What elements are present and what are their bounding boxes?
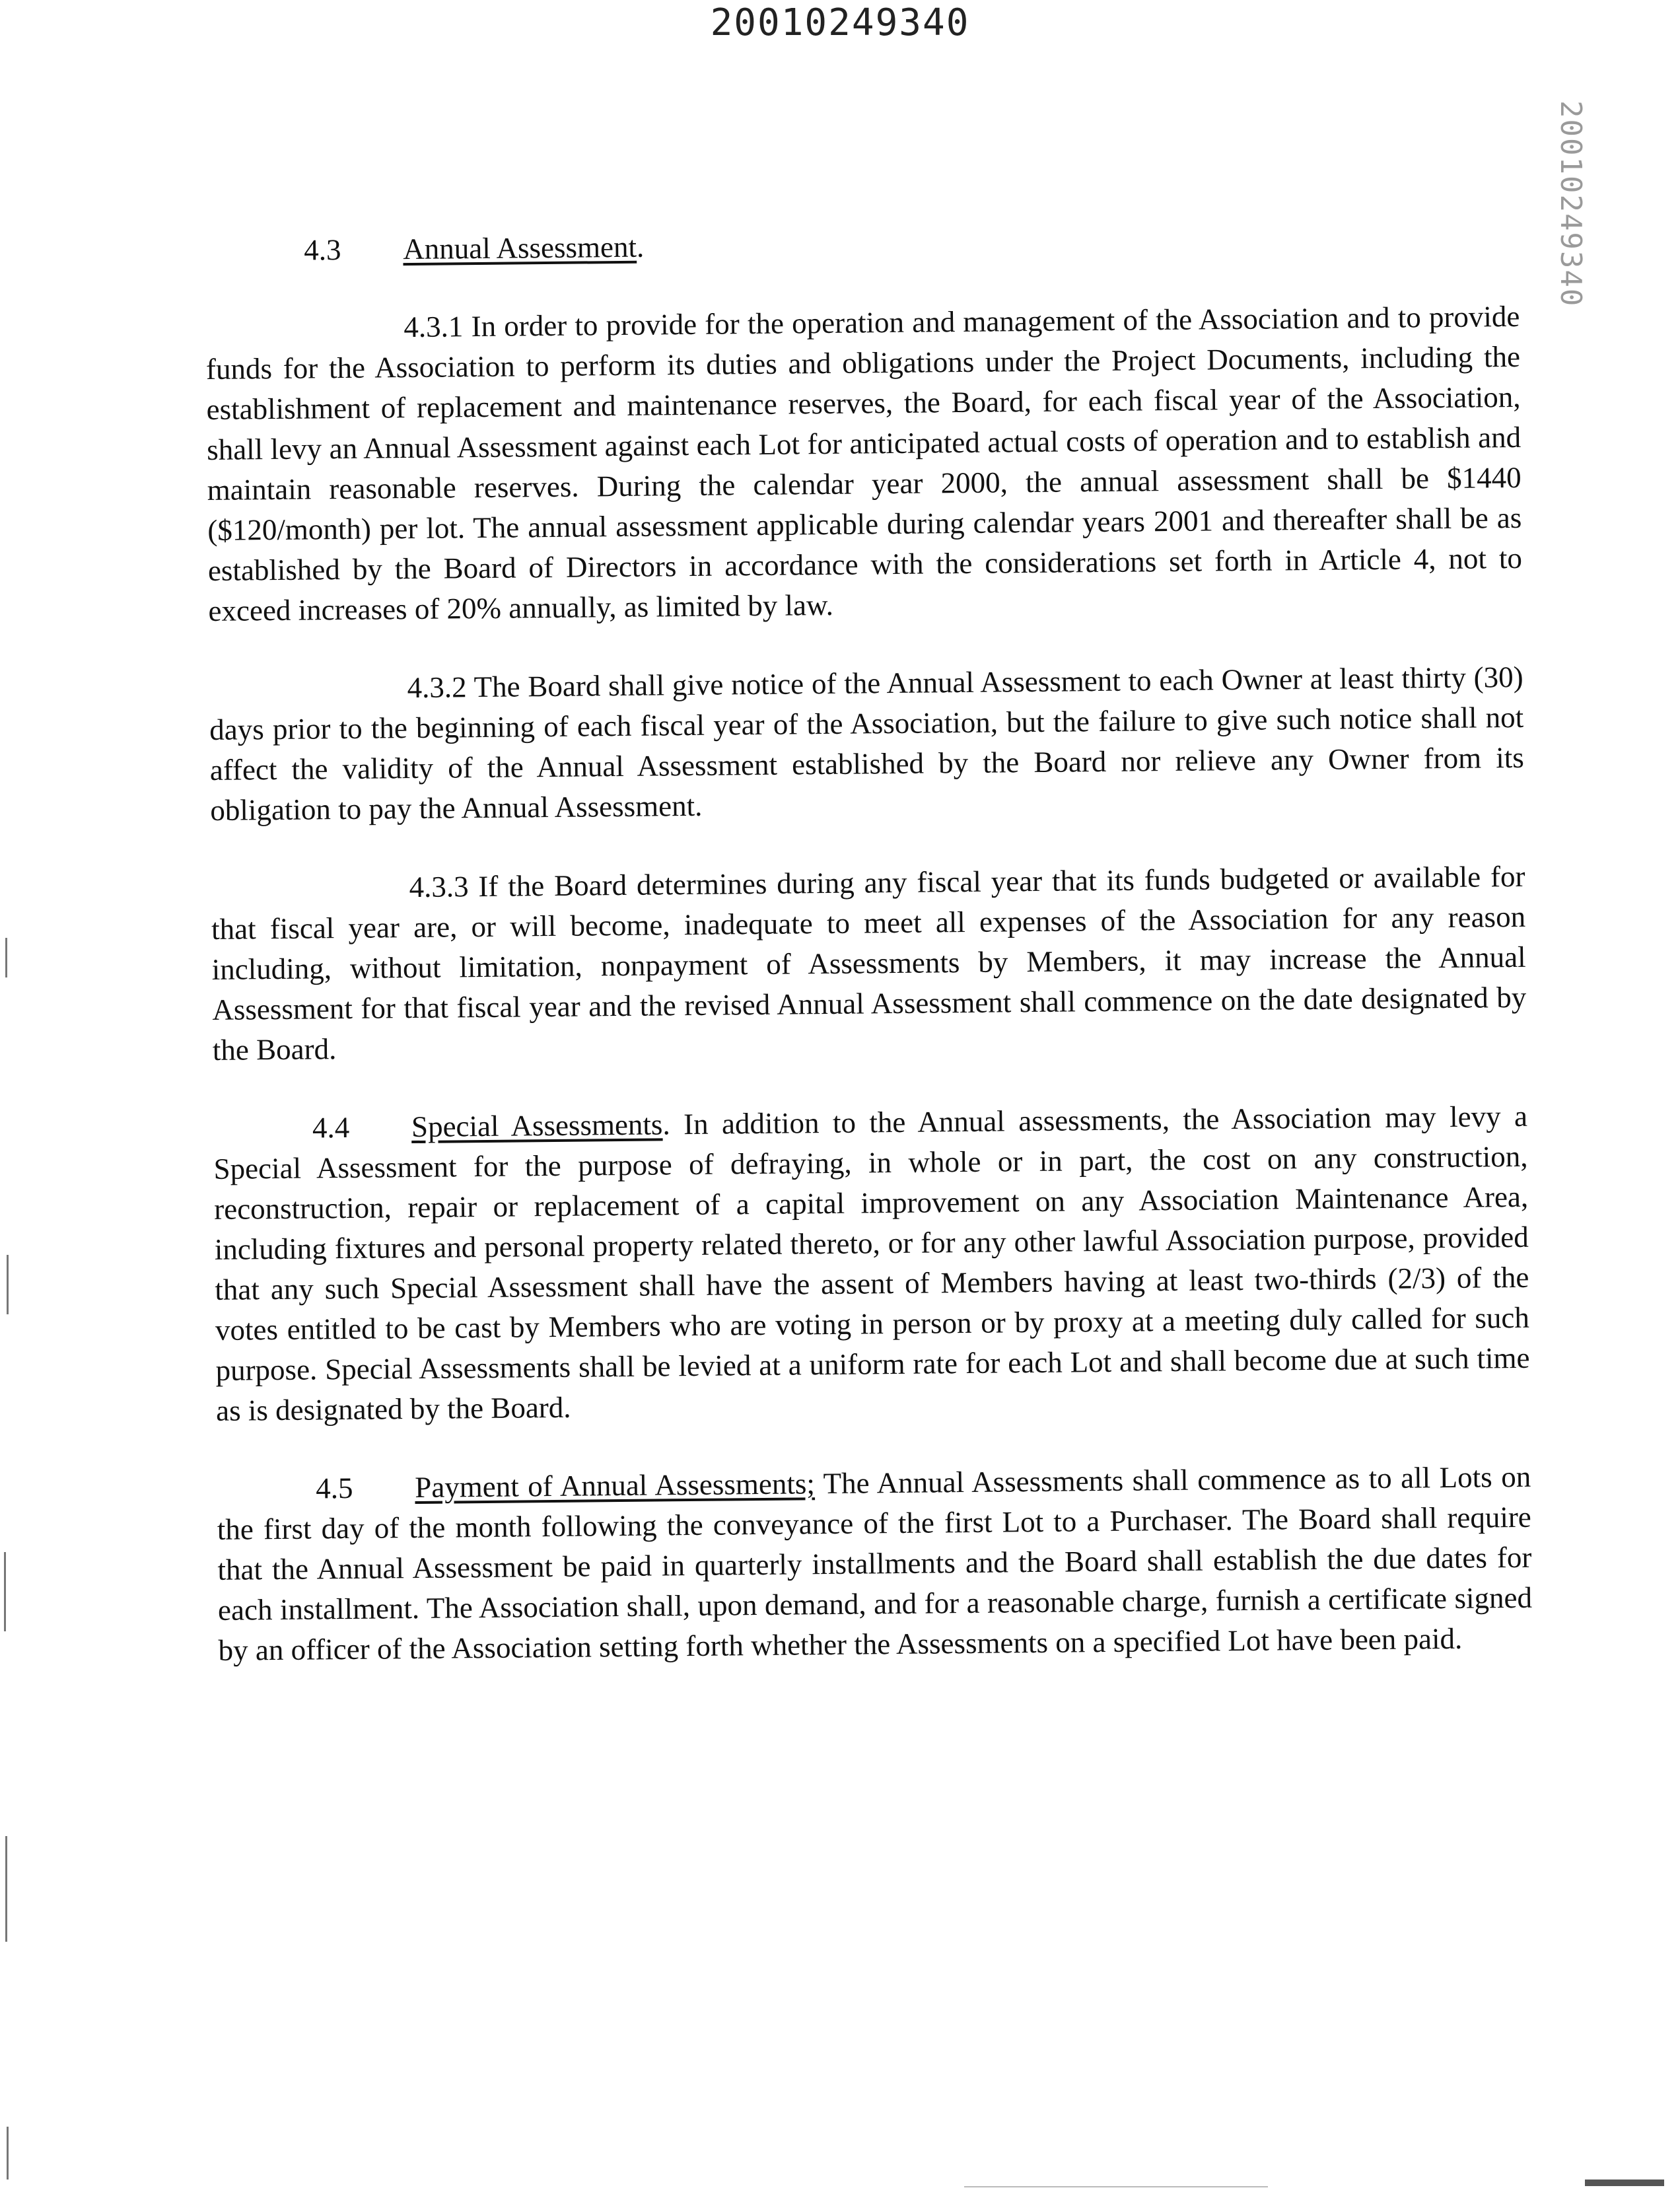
section-title-end: . bbox=[636, 230, 645, 264]
paragraph-4-3-1: 4.3.1 In order to provide for the operation and management of the Association and to provide funds for the Association to perform its duties and obligations under the Project Documents, including the establishment of replacement and maintenance reserves, the Board, for each fiscal year of the Association, shall levy an Annual Assessment against each Lot for anticipated actual costs of operation and to establish and maintain reasonable reserves. During the calendar year 2000, the annual assessment shall be $1440 ($120/month) per lot. The annual assessment applicable during calendar years 2001 and thereafter shall be as established by the Board of Directors in accordance with the considerations set forth in Article 4, not to exceed increases of 20% annually, as limited by law. bbox=[205, 299, 1523, 627]
section-body: The Annual Assessments shall commence as to all Lots on the first day of the month following the conveyance of the first Lot to a Purchaser. The Board shall require that the Annual Assessment be paid in quarterly installments and the Board shall establish the due dates for each installment. The Association shall, upon demand, and for a reasonable charge, furnish a certificate signed by an officer of the Association setting forth whether the Assessments on a specified Lot have been paid. bbox=[217, 1460, 1533, 1667]
section-4-4 bbox=[213, 1096, 1531, 1431]
section-title: Payment of Annual Assessments; bbox=[415, 1467, 816, 1505]
scan-artifact bbox=[7, 1255, 9, 1314]
section-4-5 bbox=[217, 1457, 1533, 1671]
section-4-3-heading bbox=[205, 219, 1519, 271]
scan-artifact bbox=[1585, 2180, 1664, 2186]
scan-artifact bbox=[5, 938, 7, 977]
section-body: . In addition to the Annual assessments, the Association may levy a Special Assessment for the purpose of defraying, in whole or in part, the cost on any construction, reconstruction, repair or replacement of a capital improvement on any Association Maintenance Area, including fixtures and personal property related thereto, or for any other lawful Association purpose, provided that any such Special Assessment shall have the assent of Members having at least two-thirds (2/3) of the votes entitled to be cast by Members who are voting in person or by proxy at a meeting duly called for such purpose. Special Assessments shall be levied at a uniform rate for each Lot and shall become due at such time as is designated by the Board. bbox=[213, 1099, 1530, 1427]
section-title: Special Assessments bbox=[411, 1108, 663, 1144]
section-title: Annual Assessment bbox=[403, 230, 637, 266]
section-number: 4.4 bbox=[312, 1110, 350, 1145]
scan-artifact bbox=[964, 2186, 1268, 2187]
side-stamp-text: 20010249340 bbox=[1554, 100, 1588, 308]
paragraph-4-3-2: 4.3.2 The Board shall give notice of the Annual Assessment to each Owner at least thirty (30) days prior to the beginning of each fiscal year of the Association, but the failure to give such notice shall not affect the validity of the Annual Assessment established by the Board nor relieve any Owner from its obligation to pay the Annual Assessment. bbox=[209, 660, 1524, 827]
scan-artifact bbox=[7, 2127, 9, 2180]
section-number: 4.3 bbox=[304, 233, 341, 267]
document-number: 20010249340 bbox=[710, 1, 970, 44]
side-stamp bbox=[1551, 100, 1590, 325]
scan-artifact bbox=[4, 1552, 6, 1631]
section-number: 4.5 bbox=[316, 1471, 353, 1505]
scan-artifact bbox=[5, 1836, 7, 1942]
document-body bbox=[205, 219, 1533, 1709]
paragraph-4-3-3: 4.3.3 If the Board determines during any fiscal year that its funds budgeted or available for that fiscal year are, or will become, inadequate to meet all expenses of the Association for any reason including, without limitation, nonpayment of Assessments by Members, it may increase the Annual Assessment for that fiscal year and the revised Annual Assessment shall commence on the date designated by the Board. bbox=[211, 859, 1527, 1067]
